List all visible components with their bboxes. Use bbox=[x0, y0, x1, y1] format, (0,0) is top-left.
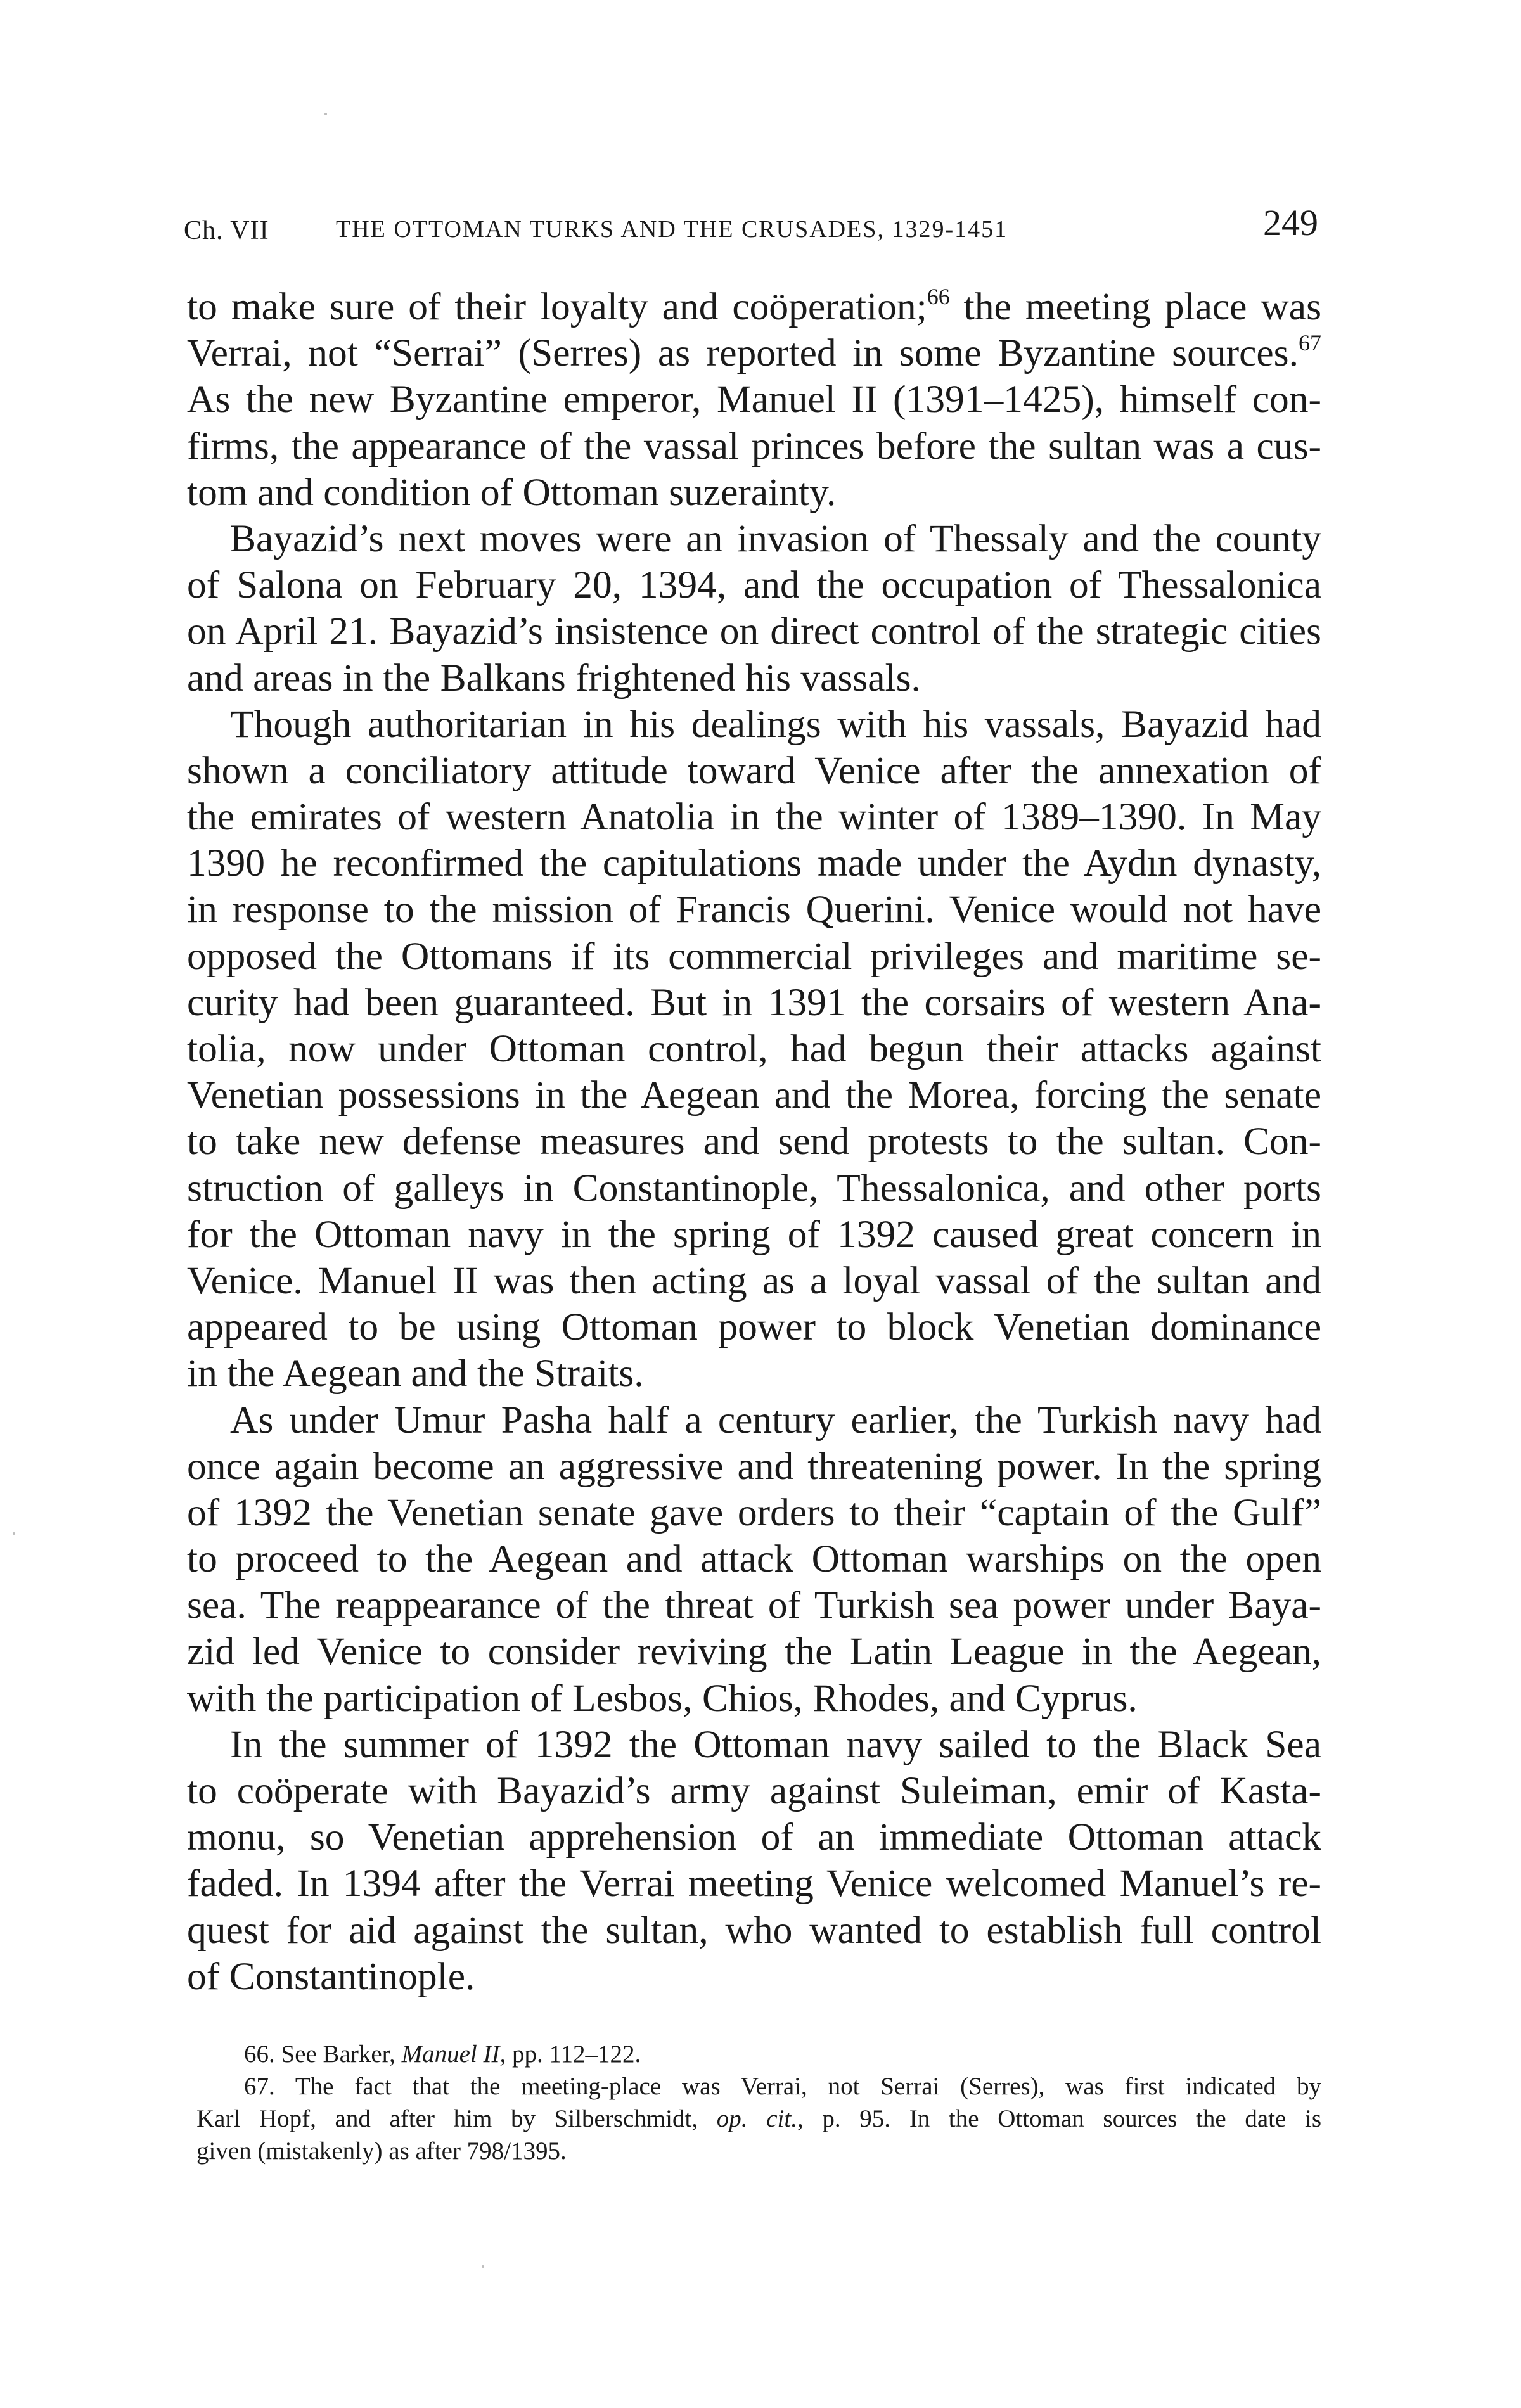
text-line: Venice. Manuel II was then acting as a loyal vassal of the sultan and bbox=[187, 1258, 1321, 1302]
text-line: struction of galleys in Constantinople, Thessalonica, and other ports bbox=[187, 1166, 1321, 1210]
text-line: Verrai, not “Serrai” (Serres) as reported in some Byzantine sources.$^{67}$ bbox=[187, 330, 1321, 375]
text-line: zid led Venice to consider reviving the Latin League in the Aegean, bbox=[187, 1630, 1321, 1674]
scan-speck bbox=[324, 113, 327, 115]
footnote-line: 66. See Barker, Manuel II, pp. 112–122. bbox=[244, 2040, 641, 2068]
scan-speck bbox=[13, 1532, 15, 1535]
text-line: Bayazid’s next moves were an invasion of Thessaly and the county bbox=[230, 516, 1321, 560]
footnote-ref-67[interactable]: 67 bbox=[1299, 330, 1321, 356]
text-line: curity had been guaranteed. But in 1391 the corsairs of western Ana- bbox=[187, 980, 1321, 1024]
body-text bbox=[187, 284, 1321, 2000]
chapter-label: Ch. VII bbox=[184, 216, 269, 245]
text-line: shown a conciliatory attitude toward Venice after the annexation of bbox=[187, 748, 1321, 792]
text-line: in the Aegean and the Straits. bbox=[187, 1352, 644, 1395]
book-title: Manuel II, bbox=[401, 2040, 506, 2068]
text-line: firms, the appearance of the vassal princes before the sultan was a cus- bbox=[187, 424, 1321, 468]
text-line: faded. In 1394 after the Verrai meeting Venice welcomed Manuel’s re- bbox=[187, 1862, 1321, 1905]
text-line: As under Umur Pasha half a century earlier, the Turkish navy had bbox=[230, 1398, 1321, 1442]
text-line: sea. The reappearance of the threat of Turkish sea power under Baya- bbox=[187, 1584, 1321, 1627]
text-line: once again become an aggressive and threatening power. In the spring bbox=[187, 1444, 1321, 1488]
text-line: on April 21. Bayazid’s insistence on direct control of the strategic cities bbox=[187, 610, 1321, 653]
text-line: appeared to be using Ottoman power to block Venetian dominance bbox=[187, 1305, 1321, 1349]
text-line: for the Ottoman navy in the spring of 1392 caused great concern in bbox=[187, 1212, 1321, 1256]
text-line: to proceed to the Aegean and attack Ottoman warships on the open bbox=[187, 1537, 1321, 1581]
text-line: the emirates of western Anatolia in the winter of 1389–1390. In May bbox=[187, 795, 1321, 839]
text-line: and areas in the Balkans frightened his vassals. bbox=[187, 656, 921, 700]
text-line: opposed the Ottomans if its commercial privileges and maritime se- bbox=[187, 934, 1321, 978]
text-line: of 1392 the Venetian senate gave orders to their “captain of the Gulf” bbox=[187, 1490, 1321, 1534]
text-line: of Salona on February 20, 1394, and the occupation of Thessalonica bbox=[187, 563, 1321, 607]
text-line: monu, so Venetian apprehension of an immediate Ottoman attack bbox=[187, 1816, 1321, 1859]
text-line: in response to the mission of Francis Querini. Venice would not have bbox=[187, 888, 1321, 932]
scan-speck bbox=[482, 2265, 484, 2268]
footnotes bbox=[196, 2038, 1321, 2167]
text-line: 1390 he reconfirmed the capitulations made under the Aydın dynasty, bbox=[187, 842, 1321, 885]
paragraph-5 bbox=[187, 1722, 1321, 2000]
footnote-line: Karl Hopf, and after him by Silberschmidt, op. cit., p. 95. In the Ottoman sources the date is bbox=[196, 2105, 1321, 2132]
running-head bbox=[184, 202, 1318, 252]
text-line: In the summer of 1392 the Ottoman navy sailed to the Black Sea bbox=[230, 1722, 1321, 1766]
text-line: As the new Byzantine emperor, Manuel II (1391–1425), himself con- bbox=[187, 378, 1321, 421]
text-line: tolia, now under Ottoman control, had begun their attacks against bbox=[187, 1027, 1321, 1070]
paragraph-3 bbox=[187, 701, 1321, 1397]
footnote-66 bbox=[196, 2038, 1321, 2070]
footnote-line: 67. The fact that the meeting-place was Verrai, not Serrai (Serres), was first indicated by bbox=[244, 2073, 1321, 2100]
text-line: to take new defense measures and send protests to the sultan. Con- bbox=[187, 1120, 1321, 1163]
text-line: with the participation of Lesbos, Chios, Rhodes, and Cyprus. bbox=[187, 1676, 1138, 1720]
footnote-67 bbox=[196, 2070, 1321, 2167]
paragraph-1 bbox=[187, 284, 1321, 516]
paragraph-2 bbox=[187, 516, 1321, 701]
text-line: of Constantinople. bbox=[187, 1954, 475, 1998]
footnote-line: given (mistakenly) as after 798/1395. bbox=[196, 2137, 567, 2165]
citation-abbrev: op. cit., bbox=[716, 2105, 804, 2132]
page-number: 249 bbox=[1263, 202, 1318, 243]
footnote-ref-66[interactable]: 66 bbox=[927, 284, 950, 309]
running-title: THE OTTOMAN TURKS AND THE CRUSADES, 1329-1451 bbox=[336, 216, 1008, 243]
text-line: tom and condition of Ottoman suzerainty. bbox=[187, 470, 837, 514]
text-line: Though authoritarian in his dealings with his vassals, Bayazid had bbox=[230, 702, 1321, 746]
text-line: to make sure of their loyalty and coöperation;$^{66}$ the meeting place was bbox=[187, 284, 1321, 328]
text-line: quest for aid against the sultan, who wanted to establish full control bbox=[187, 1908, 1321, 1952]
paragraph-4 bbox=[187, 1397, 1321, 1722]
text-line: Venetian possessions in the Aegean and the Morea, forcing the senate bbox=[187, 1073, 1321, 1117]
text-line: to coöperate with Bayazid’s army against Suleiman, emir of Kasta- bbox=[187, 1769, 1321, 1812]
